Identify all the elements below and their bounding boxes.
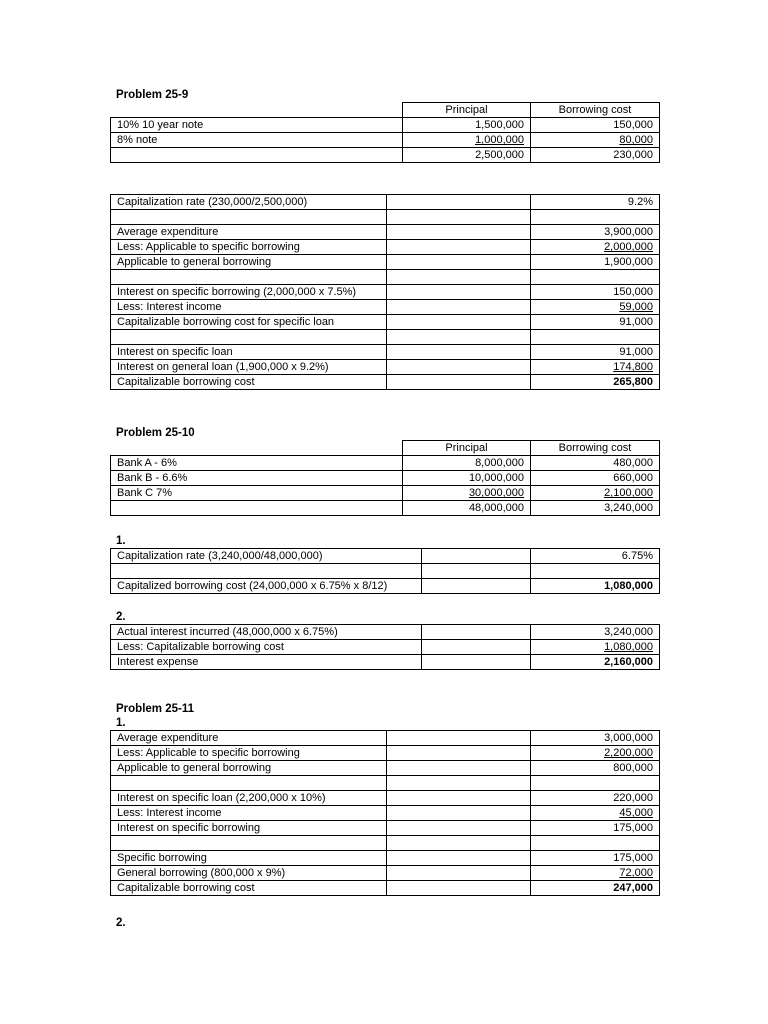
- cap-rate-label: Capitalization rate (230,000/2,500,000): [111, 195, 387, 210]
- table-row: [111, 761, 660, 776]
- int-specific-value: 150,000: [531, 285, 660, 300]
- less-income-value: 45,000: [531, 806, 660, 821]
- loan-label: [111, 148, 403, 163]
- cost-total: 3,240,000: [531, 501, 660, 516]
- table-row: [111, 625, 660, 640]
- table-row: [111, 225, 660, 240]
- less-specific-value: 2,000,000: [531, 240, 660, 255]
- table-row: [111, 345, 660, 360]
- table-row: [111, 640, 660, 655]
- general-borrowing-value: 72,000: [531, 866, 660, 881]
- loan-label: [111, 501, 403, 516]
- part-1-label: 1.: [116, 535, 126, 547]
- cap-total-value: 247,000: [531, 881, 660, 896]
- cap-specific-value: 91,000: [531, 315, 660, 330]
- int-gen-loan-label: Interest on general loan (1,900,000 x 9.2%): [111, 360, 387, 375]
- int-spec-borrow-label: Interest on specific borrowing: [111, 821, 387, 836]
- int-spec-loan-label: Interest on specific loan: [111, 345, 387, 360]
- table-row: [111, 456, 660, 471]
- less-specific-label: Less: Applicable to specific borrowing: [111, 240, 387, 255]
- cost-total: 230,000: [531, 148, 660, 163]
- table-total-row: [111, 579, 660, 594]
- principal-header: Principal: [403, 441, 531, 456]
- avg-exp-label: Average expenditure: [111, 225, 387, 240]
- problem-25-9-title: Problem 25-9: [116, 89, 189, 101]
- problem-25-10-part1-table: [110, 548, 660, 594]
- table-row: [111, 255, 660, 270]
- spacer-row: [111, 564, 660, 579]
- capitalized-label: Capitalized borrowing cost (24,000,000 x 6.75% x 8/12): [111, 579, 422, 594]
- principal-total: 2,500,000: [403, 148, 531, 163]
- principal-total: 48,000,000: [403, 501, 531, 516]
- spacer-row: [111, 330, 660, 345]
- table-row: [111, 806, 660, 821]
- less-cap-value: 1,080,000: [531, 640, 660, 655]
- cost-value: 2,100,000: [531, 486, 660, 501]
- table-total-row: [111, 148, 660, 163]
- specific-borrowing-label: Specific borrowing: [111, 851, 387, 866]
- table-row: [111, 360, 660, 375]
- int-spec-borrow-value: 175,000: [531, 821, 660, 836]
- table-row: [111, 471, 660, 486]
- spacer-row: [111, 270, 660, 285]
- table-total-row: [111, 501, 660, 516]
- table-row: [111, 486, 660, 501]
- problem-25-9-computation-table: [110, 194, 660, 390]
- cap-total-label: Capitalizable borrowing cost: [111, 881, 387, 896]
- int-spec-loan-value: 220,000: [531, 791, 660, 806]
- part-2-label: 2.: [116, 611, 126, 623]
- table-total-row: [111, 655, 660, 670]
- capitalized-value: 1,080,000: [531, 579, 660, 594]
- table-row: [111, 821, 660, 836]
- cost-value: 150,000: [531, 118, 660, 133]
- cap-rate-value: 6.75%: [531, 549, 660, 564]
- table-row: [111, 731, 660, 746]
- borrowing-cost-header: Borrowing cost: [531, 103, 660, 118]
- loan-label: Bank A - 6%: [111, 456, 403, 471]
- loan-label: 8% note: [111, 133, 403, 148]
- less-specific-value: 2,200,000: [531, 746, 660, 761]
- less-specific-label: Less: Applicable to specific borrowing: [111, 746, 387, 761]
- cap-total-label: Capitalizable borrowing cost: [111, 375, 387, 390]
- less-income-label: Less: Interest income: [111, 300, 387, 315]
- spacer-row: [111, 210, 660, 225]
- specific-borrowing-value: 175,000: [531, 851, 660, 866]
- less-income-label: Less: Interest income: [111, 806, 387, 821]
- cost-value: 80,000: [531, 133, 660, 148]
- general-label: Applicable to general borrowing: [111, 761, 387, 776]
- table-row: [111, 133, 660, 148]
- actual-interest-label: Actual interest incurred (48,000,000 x 6.75%): [111, 625, 422, 640]
- principal-value: 10,000,000: [403, 471, 531, 486]
- general-value: 800,000: [531, 761, 660, 776]
- problem-25-11-title: Problem 25-11: [116, 703, 194, 715]
- principal-value: 8,000,000: [403, 456, 531, 471]
- table-row: [111, 118, 660, 133]
- table-total-row: [111, 881, 660, 896]
- actual-interest-value: 3,240,000: [531, 625, 660, 640]
- problem-25-10-title: Problem 25-10: [116, 427, 195, 439]
- table-row: [111, 746, 660, 761]
- problem-25-11-computation-table: [110, 730, 660, 896]
- less-income-value: 59,000: [531, 300, 660, 315]
- problem-25-10-loans-table: [110, 440, 660, 516]
- loan-label: Bank C 7%: [111, 486, 403, 501]
- table-row: [111, 866, 660, 881]
- table-row: [111, 549, 660, 564]
- general-label: Applicable to general borrowing: [111, 255, 387, 270]
- spacer-row: [111, 836, 660, 851]
- table-row: [111, 791, 660, 806]
- spacer-row: [111, 776, 660, 791]
- table-total-row: [111, 375, 660, 390]
- avg-exp-label: Average expenditure: [111, 731, 387, 746]
- principal-header: Principal: [403, 103, 531, 118]
- loan-label: Bank B - 6.6%: [111, 471, 403, 486]
- int-gen-loan-value: 174,800: [531, 360, 660, 375]
- table-row: [111, 195, 660, 210]
- principal-value: 30,000,000: [403, 486, 531, 501]
- cost-value: 660,000: [531, 471, 660, 486]
- problem-25-9-loans-table: [110, 102, 660, 163]
- table-header-row: [111, 103, 660, 118]
- general-value: 1,900,000: [531, 255, 660, 270]
- less-cap-label: Less: Capitalizable borrowing cost: [111, 640, 422, 655]
- part-2-label: 2.: [116, 917, 126, 929]
- table-row: [111, 851, 660, 866]
- avg-exp-value: 3,900,000: [531, 225, 660, 240]
- avg-exp-value: 3,000,000: [531, 731, 660, 746]
- cap-rate-value: 9.2%: [531, 195, 660, 210]
- general-borrowing-label: General borrowing (800,000 x 9%): [111, 866, 387, 881]
- int-spec-loan-value: 91,000: [531, 345, 660, 360]
- borrowing-cost-header: Borrowing cost: [531, 441, 660, 456]
- principal-value: 1,500,000: [403, 118, 531, 133]
- cap-total-value: 265,800: [531, 375, 660, 390]
- problem-25-10-part2-table: [110, 624, 660, 670]
- interest-expense-value: 2,160,000: [531, 655, 660, 670]
- interest-expense-label: Interest expense: [111, 655, 422, 670]
- table-header-row: [111, 441, 660, 456]
- table-row: [111, 315, 660, 330]
- table-row: [111, 240, 660, 255]
- int-specific-label: Interest on specific borrowing (2,000,000 x 7.5%): [111, 285, 387, 300]
- table-row: [111, 285, 660, 300]
- cap-rate-label: Capitalization rate (3,240,000/48,000,000): [111, 549, 422, 564]
- cap-specific-label: Capitalizable borrowing cost for specific loan: [111, 315, 387, 330]
- table-row: [111, 300, 660, 315]
- cost-value: 480,000: [531, 456, 660, 471]
- principal-value: 1,000,000: [403, 133, 531, 148]
- part-1-label: 1.: [116, 717, 126, 729]
- int-spec-loan-label: Interest on specific loan (2,200,000 x 10%): [111, 791, 387, 806]
- loan-label: 10% 10 year note: [111, 118, 403, 133]
